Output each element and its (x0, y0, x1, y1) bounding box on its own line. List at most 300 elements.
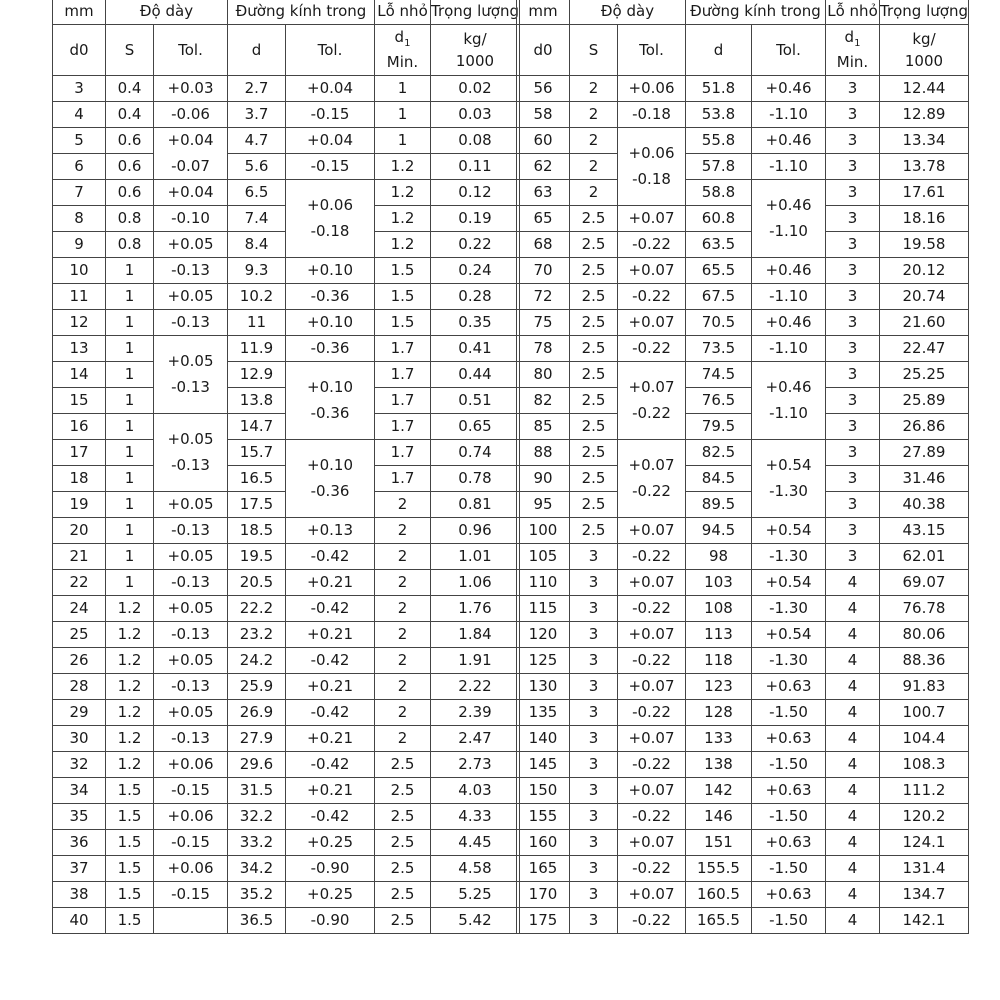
cell-tol-s: +0.07 (618, 622, 686, 648)
cell-d: 11 (228, 310, 286, 336)
cell-tol-d: +0.54 (752, 518, 826, 544)
cell-tol-s: -0.15 (154, 778, 228, 804)
cell-weight: 0.08 (431, 128, 520, 154)
cell-s: 2.5 (570, 414, 618, 440)
cell-s: 2.5 (570, 310, 618, 336)
cell-tol-d: +0.63 (752, 830, 826, 856)
cell-s: 0.6 (106, 154, 154, 180)
cell-tol-s: +0.03 (154, 76, 228, 102)
cell-s: 2.5 (570, 284, 618, 310)
cell-d: 34.2 (228, 856, 286, 882)
cell-d0: 17 (53, 440, 106, 466)
cell-s: 2.5 (570, 388, 618, 414)
cell-d1: 4 (826, 596, 880, 622)
cell-tol-s: -0.10 (154, 206, 228, 232)
cell-d: 5.6 (228, 154, 286, 180)
cell-weight: 0.12 (431, 180, 520, 206)
cell-d1: 2.5 (375, 752, 431, 778)
table-row (517, 414, 969, 440)
cell-d: 10.2 (228, 284, 286, 310)
cell-tol-d: +0.46 (752, 310, 826, 336)
table-row (517, 778, 969, 804)
cell-weight: 131.4 (880, 856, 969, 882)
cell-d1: 3 (826, 206, 880, 232)
cell-d1: 4 (826, 830, 880, 856)
table-row (53, 830, 520, 856)
cell-tol-d: -1.10 (752, 102, 826, 128)
header-row-group (517, 0, 969, 25)
cell-d1: 3 (826, 102, 880, 128)
cell-s: 1 (106, 492, 154, 518)
cell-s: 2.5 (570, 518, 618, 544)
table-row (517, 804, 969, 830)
cell-weight: 80.06 (880, 622, 969, 648)
cell-d0: 90 (517, 466, 570, 492)
header-tol-d: Tol. (286, 25, 375, 76)
cell-tol-d: -1.50 (752, 752, 826, 778)
header-d1-subscript: 1 (404, 38, 411, 50)
cell-s: 3 (570, 752, 618, 778)
table-row (53, 310, 520, 336)
cell-tol-s (154, 908, 228, 934)
table-row (517, 232, 969, 258)
header-small-hole: Lỗ nhỏ (826, 0, 880, 25)
cell-weight: 4.33 (431, 804, 520, 830)
table-row (517, 492, 969, 518)
cell-s: 1.2 (106, 674, 154, 700)
header-row-columns (517, 25, 969, 76)
cell-s: 0.6 (106, 128, 154, 154)
cell-d0: 35 (53, 804, 106, 830)
cell-d0: 155 (517, 804, 570, 830)
cell-s: 3 (570, 648, 618, 674)
header-d1 (375, 25, 431, 76)
cell-tol-d: -0.15 (286, 102, 375, 128)
cell-weight: 62.01 (880, 544, 969, 570)
cell-d: 76.5 (686, 388, 752, 414)
cell-weight: 2.47 (431, 726, 520, 752)
cell-d: 24.2 (228, 648, 286, 674)
table-row (517, 830, 969, 856)
cell-tol-s: -0.22 (618, 544, 686, 570)
cell-d1: 2.5 (375, 830, 431, 856)
cell-d1: 3 (826, 180, 880, 206)
table-row (53, 128, 520, 154)
cell-d1: 3 (826, 492, 880, 518)
header-thickness: Độ dày (570, 0, 686, 25)
cell-tol-d: +0.46 (752, 128, 826, 154)
cell-d0: 70 (517, 258, 570, 284)
cell-d0: 63 (517, 180, 570, 206)
cell-s: 3 (570, 830, 618, 856)
cell-weight: 0.22 (431, 232, 520, 258)
cell-d0: 7 (53, 180, 106, 206)
cell-weight: 4.03 (431, 778, 520, 804)
cell-d: 32.2 (228, 804, 286, 830)
cell-d: 29.6 (228, 752, 286, 778)
cell-d0: 165 (517, 856, 570, 882)
cell-s: 3 (570, 570, 618, 596)
cell-s: 1.5 (106, 778, 154, 804)
cell-tol-d: -1.30 (752, 648, 826, 674)
cell-s: 1.5 (106, 908, 154, 934)
cell-weight: 0.51 (431, 388, 520, 414)
cell-d0: 32 (53, 752, 106, 778)
cell-d0: 15 (53, 388, 106, 414)
cell-d: 26.9 (228, 700, 286, 726)
cell-d1: 1.5 (375, 284, 431, 310)
cell-s: 2.5 (570, 258, 618, 284)
cell-s: 1 (106, 362, 154, 388)
header-d1-subscript: 1 (854, 38, 861, 50)
cell-s: 1 (106, 466, 154, 492)
cell-weight: 104.4 (880, 726, 969, 752)
cell-d: 13.8 (228, 388, 286, 414)
cell-weight: 1.01 (431, 544, 520, 570)
cell-d1: 1.7 (375, 362, 431, 388)
cell-d: 103 (686, 570, 752, 596)
cell-tol-d: +0.63 (752, 882, 826, 908)
cell-tol-d: -0.36 (286, 336, 375, 362)
cell-weight: 20.74 (880, 284, 969, 310)
cell-d: 14.7 (228, 414, 286, 440)
cell-tol-d: +0.21 (286, 726, 375, 752)
table-row (517, 674, 969, 700)
cell-d1: 2.5 (375, 856, 431, 882)
cell-d1: 2 (375, 492, 431, 518)
cell-d: 84.5 (686, 466, 752, 492)
cell-tol-s: -0.22 (618, 752, 686, 778)
cell-tol-d: -1.50 (752, 804, 826, 830)
table-row (517, 648, 969, 674)
cell-weight: 1.91 (431, 648, 520, 674)
cell-tol-s: +0.07 (618, 258, 686, 284)
cell-weight: 88.36 (880, 648, 969, 674)
cell-tol-s: +0.05 (154, 232, 228, 258)
cell-weight: 0.81 (431, 492, 520, 518)
cell-d0: 110 (517, 570, 570, 596)
cell-d: 89.5 (686, 492, 752, 518)
cell-d0: 82 (517, 388, 570, 414)
table-row (517, 882, 969, 908)
table-row (517, 180, 969, 206)
cell-d1: 2 (375, 622, 431, 648)
cell-weight: 69.07 (880, 570, 969, 596)
right-table-body (517, 0, 969, 934)
cell-d: 57.8 (686, 154, 752, 180)
table-row (517, 596, 969, 622)
cell-tol-d: -1.50 (752, 700, 826, 726)
table-row (517, 856, 969, 882)
cell-d0: 38 (53, 882, 106, 908)
cell-tol-d: -1.10 (752, 284, 826, 310)
cell-s: 1 (106, 440, 154, 466)
header-d1 (826, 25, 880, 76)
cell-tol-d: -0.42 (286, 804, 375, 830)
table-row (53, 752, 520, 778)
cell-d: 36.5 (228, 908, 286, 934)
cell-tol-d: +0.10 -0.36 (286, 362, 375, 440)
table-row (517, 440, 969, 466)
cell-d0: 8 (53, 206, 106, 232)
cell-weight: 12.89 (880, 102, 969, 128)
cell-d: 20.5 (228, 570, 286, 596)
cell-d: 123 (686, 674, 752, 700)
cell-d: 22.2 (228, 596, 286, 622)
cell-d1: 3 (826, 310, 880, 336)
cell-d: 55.8 (686, 128, 752, 154)
cell-d1: 3 (826, 466, 880, 492)
table-row (53, 700, 520, 726)
cell-d0: 100 (517, 518, 570, 544)
cell-d1: 1.2 (375, 154, 431, 180)
header-d0: d0 (53, 25, 106, 76)
cell-s: 3 (570, 544, 618, 570)
cell-s: 2 (570, 154, 618, 180)
cell-d: 8.4 (228, 232, 286, 258)
cell-tol-d: +0.54 -1.30 (752, 440, 826, 518)
cell-s: 0.6 (106, 180, 154, 206)
cell-tol-s: -0.22 (618, 856, 686, 882)
cell-tol-s: +0.07 (618, 726, 686, 752)
cell-d0: 37 (53, 856, 106, 882)
cell-d0: 56 (517, 76, 570, 102)
header-kg-bottom: 1000 (904, 52, 944, 70)
table-row (517, 700, 969, 726)
header-d1-min: Min. (836, 53, 869, 72)
cell-d: 27.9 (228, 726, 286, 752)
cell-s: 1 (106, 570, 154, 596)
cell-tol-d: -0.36 (286, 284, 375, 310)
header-inner-diameter: Đường kính trong (228, 0, 375, 25)
cell-d: 98 (686, 544, 752, 570)
cell-s: 1.5 (106, 830, 154, 856)
cell-d: 155.5 (686, 856, 752, 882)
cell-d0: 65 (517, 206, 570, 232)
cell-s: 2.5 (570, 232, 618, 258)
table-row (517, 388, 969, 414)
cell-s: 1 (106, 388, 154, 414)
cell-tol-s: -0.13 (154, 518, 228, 544)
header-kg (880, 25, 969, 76)
table-row (517, 336, 969, 362)
cell-weight: 120.2 (880, 804, 969, 830)
table-row (53, 544, 520, 570)
cell-d0: 140 (517, 726, 570, 752)
cell-s: 1 (106, 336, 154, 362)
cell-d1: 3 (826, 414, 880, 440)
table-row (517, 76, 969, 102)
cell-d1: 3 (826, 128, 880, 154)
cell-weight: 13.34 (880, 128, 969, 154)
cell-tol-s: +0.07 (618, 206, 686, 232)
cell-d1: 3 (826, 284, 880, 310)
cell-s: 3 (570, 700, 618, 726)
cell-tol-s: +0.07 (618, 882, 686, 908)
cell-weight: 0.24 (431, 258, 520, 284)
cell-d: 23.2 (228, 622, 286, 648)
cell-weight: 40.38 (880, 492, 969, 518)
cell-tol-s: +0.06 (154, 804, 228, 830)
table-row (517, 908, 969, 934)
cell-s: 3 (570, 622, 618, 648)
cell-tol-d: -1.10 (752, 336, 826, 362)
cell-d0: 6 (53, 154, 106, 180)
cell-tol-s: +0.06 (618, 76, 686, 102)
cell-tol-s: -0.22 (618, 284, 686, 310)
cell-d0: 18 (53, 466, 106, 492)
cell-s: 2.5 (570, 492, 618, 518)
cell-weight: 76.78 (880, 596, 969, 622)
cell-tol-d: -1.50 (752, 908, 826, 934)
cell-tol-s: +0.07 (618, 830, 686, 856)
cell-weight: 0.28 (431, 284, 520, 310)
table-row (517, 518, 969, 544)
cell-d: 94.5 (686, 518, 752, 544)
cell-d: 35.2 (228, 882, 286, 908)
cell-d1: 1 (375, 76, 431, 102)
cell-weight: 0.19 (431, 206, 520, 232)
cell-d: 51.8 (686, 76, 752, 102)
header-tol-d: Tol. (752, 25, 826, 76)
cell-tol-d: +0.10 -0.36 (286, 440, 375, 518)
cell-s: 0.4 (106, 102, 154, 128)
left-table (52, 0, 520, 934)
cell-weight: 0.03 (431, 102, 520, 128)
cell-tol-d: -1.30 (752, 544, 826, 570)
cell-d1: 1.7 (375, 414, 431, 440)
cell-s: 1 (106, 414, 154, 440)
cell-d0: 29 (53, 700, 106, 726)
cell-d: 128 (686, 700, 752, 726)
cell-weight: 0.02 (431, 76, 520, 102)
cell-tol-s: +0.07 (618, 518, 686, 544)
cell-d0: 12 (53, 310, 106, 336)
cell-tol-d: +0.54 (752, 570, 826, 596)
header-row-group (53, 0, 520, 25)
cell-d0: 105 (517, 544, 570, 570)
cell-weight: 142.1 (880, 908, 969, 934)
cell-s: 3 (570, 804, 618, 830)
header-thickness: Độ dày (106, 0, 228, 25)
header-d: d (686, 25, 752, 76)
cell-tol-s: -0.22 (618, 336, 686, 362)
cell-tol-s: +0.05 (154, 284, 228, 310)
cell-weight: 0.11 (431, 154, 520, 180)
table-row (53, 648, 520, 674)
cell-tol-s: +0.07 (618, 778, 686, 804)
cell-d0: 60 (517, 128, 570, 154)
cell-weight: 0.78 (431, 466, 520, 492)
cell-tol-s: +0.07 -0.22 (618, 362, 686, 440)
cell-weight: 100.7 (880, 700, 969, 726)
cell-tol-s: +0.06 (154, 856, 228, 882)
cell-tol-s: +0.07 (618, 310, 686, 336)
cell-s: 3 (570, 778, 618, 804)
cell-d1: 3 (826, 388, 880, 414)
cell-d: 11.9 (228, 336, 286, 362)
cell-d: 9.3 (228, 258, 286, 284)
cell-d0: 75 (517, 310, 570, 336)
cell-d0: 22 (53, 570, 106, 596)
cell-d: 63.5 (686, 232, 752, 258)
cell-tol-d: +0.54 (752, 622, 826, 648)
cell-d1: 3 (826, 440, 880, 466)
cell-weight: 0.35 (431, 310, 520, 336)
cell-d: 82.5 (686, 440, 752, 466)
cell-weight: 0.74 (431, 440, 520, 466)
cell-d: 16.5 (228, 466, 286, 492)
cell-d0: 14 (53, 362, 106, 388)
cell-d1: 4 (826, 882, 880, 908)
table-row (517, 466, 969, 492)
cell-s: 0.8 (106, 232, 154, 258)
cell-tol-s: +0.05 -0.13 (154, 336, 228, 414)
cell-weight: 4.58 (431, 856, 520, 882)
table-row (53, 440, 520, 466)
cell-weight: 18.16 (880, 206, 969, 232)
cell-d1: 3 (826, 336, 880, 362)
cell-weight: 91.83 (880, 674, 969, 700)
cell-tol-s: -0.22 (618, 908, 686, 934)
left-table-body (53, 0, 520, 934)
cell-d1: 4 (826, 726, 880, 752)
cell-s: 1.2 (106, 726, 154, 752)
header-d: d (228, 25, 286, 76)
cell-d0: 160 (517, 830, 570, 856)
cell-s: 1.5 (106, 882, 154, 908)
cell-d0: 150 (517, 778, 570, 804)
header-s: S (106, 25, 154, 76)
cell-d1: 1.2 (375, 180, 431, 206)
right-table (516, 0, 969, 934)
table-row (53, 622, 520, 648)
cell-d1: 3 (826, 258, 880, 284)
cell-weight: 5.42 (431, 908, 520, 934)
table-row (53, 362, 520, 388)
cell-tol-d: +0.04 (286, 76, 375, 102)
cell-d0: 3 (53, 76, 106, 102)
cell-d: 74.5 (686, 362, 752, 388)
table-row (53, 856, 520, 882)
cell-tol-d: +0.46 (752, 258, 826, 284)
cell-d1: 2.5 (375, 908, 431, 934)
cell-d0: 10 (53, 258, 106, 284)
cell-tol-s: +0.06 -0.18 (618, 128, 686, 206)
cell-d0: 135 (517, 700, 570, 726)
header-kg-bottom: 1000 (455, 52, 495, 70)
header-unit: mm (517, 0, 570, 25)
cell-tol-s: +0.05 (154, 700, 228, 726)
cell-d0: 58 (517, 102, 570, 128)
cell-d1: 4 (826, 570, 880, 596)
cell-d0: 72 (517, 284, 570, 310)
cell-weight: 12.44 (880, 76, 969, 102)
cell-weight: 20.12 (880, 258, 969, 284)
cell-tol-d: -0.90 (286, 908, 375, 934)
table-row (517, 622, 969, 648)
cell-d0: 68 (517, 232, 570, 258)
cell-d1: 3 (826, 76, 880, 102)
cell-d1: 2 (375, 570, 431, 596)
table-row (517, 752, 969, 778)
table-row (53, 804, 520, 830)
cell-d0: 88 (517, 440, 570, 466)
cell-d1: 4 (826, 778, 880, 804)
cell-tol-s: +0.05 (154, 648, 228, 674)
cell-weight: 4.45 (431, 830, 520, 856)
cell-d0: 170 (517, 882, 570, 908)
